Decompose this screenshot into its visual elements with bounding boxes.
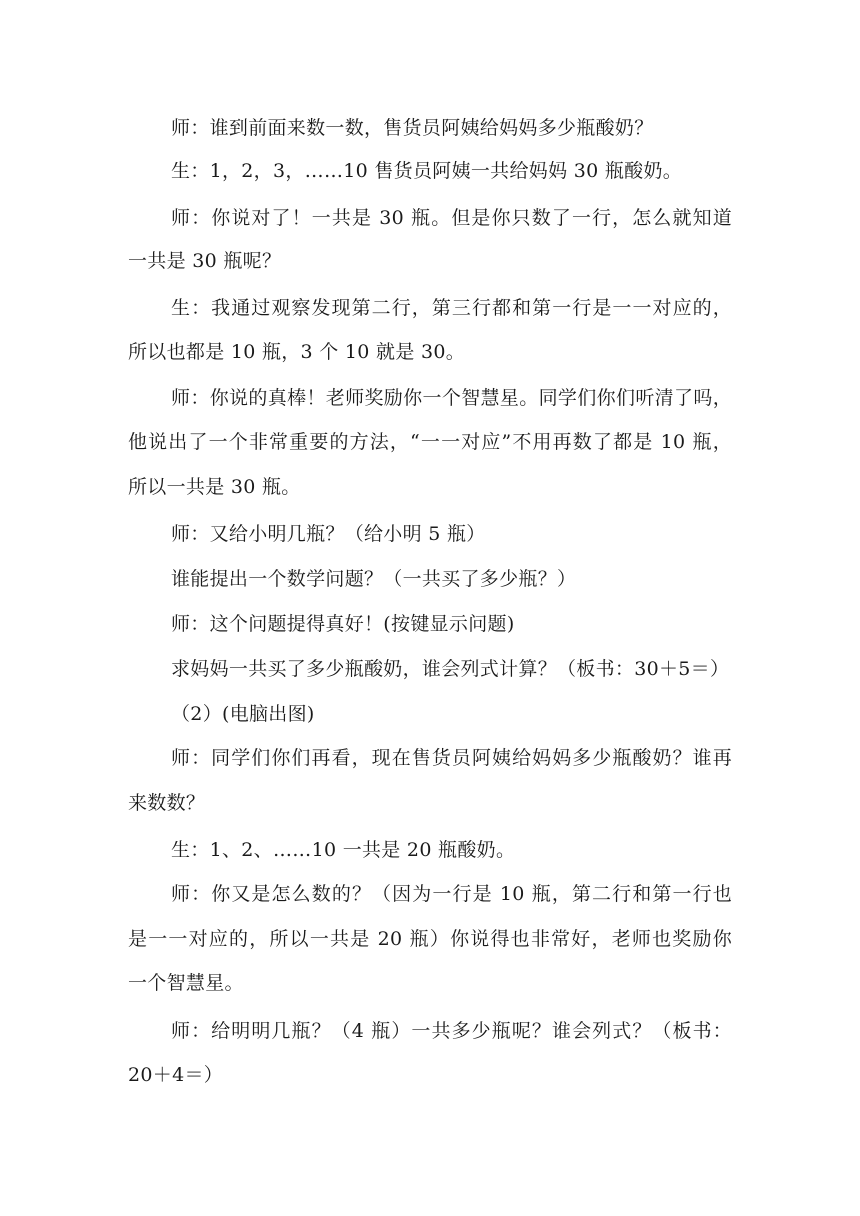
paragraph-11-line-2: 来数数？ [128, 792, 206, 814]
paragraph-7-line-1: 谁能提出一个数学问题？（一共买了多少瓶？） [171, 568, 577, 590]
paragraph-4-line-1: 生：我通过观察发现第二行，第三行都和第一行是一一对应的， [171, 297, 732, 319]
paragraph-10-line-1: （2）(电脑出图) [171, 703, 315, 725]
paragraph-5-line-2: 他说出了一个非常重要的方法，“一一对应”不用再数了都是 10 瓶， [128, 431, 732, 453]
paragraph-3-line-1: 师：你说对了！一共是 30 瓶。但是你只数了一行，怎么就知道 [171, 207, 732, 229]
paragraph-2-line-1: 生：1，2，3，……10 售货员阿姨一共给妈妈 30 瓶酸奶。 [171, 160, 683, 182]
paragraph-13-line-2: 是一一对应的，所以一共是 20 瓶）你说得也非常好，老师也奖励你 [128, 928, 732, 950]
paragraph-9-line-1: 求妈妈一共买了多少瓶酸奶，谁会列式计算？（板书：30＋5＝） [171, 658, 730, 680]
paragraph-3-line-2: 一共是 30 瓶呢？ [128, 250, 282, 272]
paragraph-13-line-1: 师：你又是怎么数的？（因为一行是 10 瓶，第二行和第一行也 [171, 883, 732, 905]
paragraph-11-line-1: 师：同学们你们再看，现在售货员阿姨给妈妈多少瓶酸奶？谁再 [171, 747, 732, 769]
paragraph-1-line-1: 师：谁到前面来数一数，售货员阿姨给妈妈多少瓶酸奶？ [171, 117, 654, 139]
paragraph-14-line-1: 师：给明明几瓶？（4 瓶）一共多少瓶呢？谁会列式？（板书： [171, 1020, 732, 1042]
paragraph-5-line-1: 师：你说的真棒！老师奖励你一个智慧星。同学们你们听清了吗， [171, 387, 732, 409]
paragraph-4-line-2: 所以也都是 10 瓶，3 个 10 就是 30。 [128, 341, 466, 363]
paragraph-8-line-1: 师：这个问题提得真好！(按键显示问题) [171, 613, 515, 635]
paragraph-5-line-3: 所以一共是 30 瓶。 [128, 476, 301, 498]
paragraph-14-line-2: 20＋4＝） [128, 1064, 224, 1086]
paragraph-13-line-3: 一个智慧星。 [128, 972, 244, 994]
paragraph-6-line-1: 师：又给小明几瓶？（给小明 5 瓶） [171, 523, 486, 545]
paragraph-12-line-1: 生：1、2、……10 一共是 20 瓶酸奶。 [171, 839, 516, 861]
